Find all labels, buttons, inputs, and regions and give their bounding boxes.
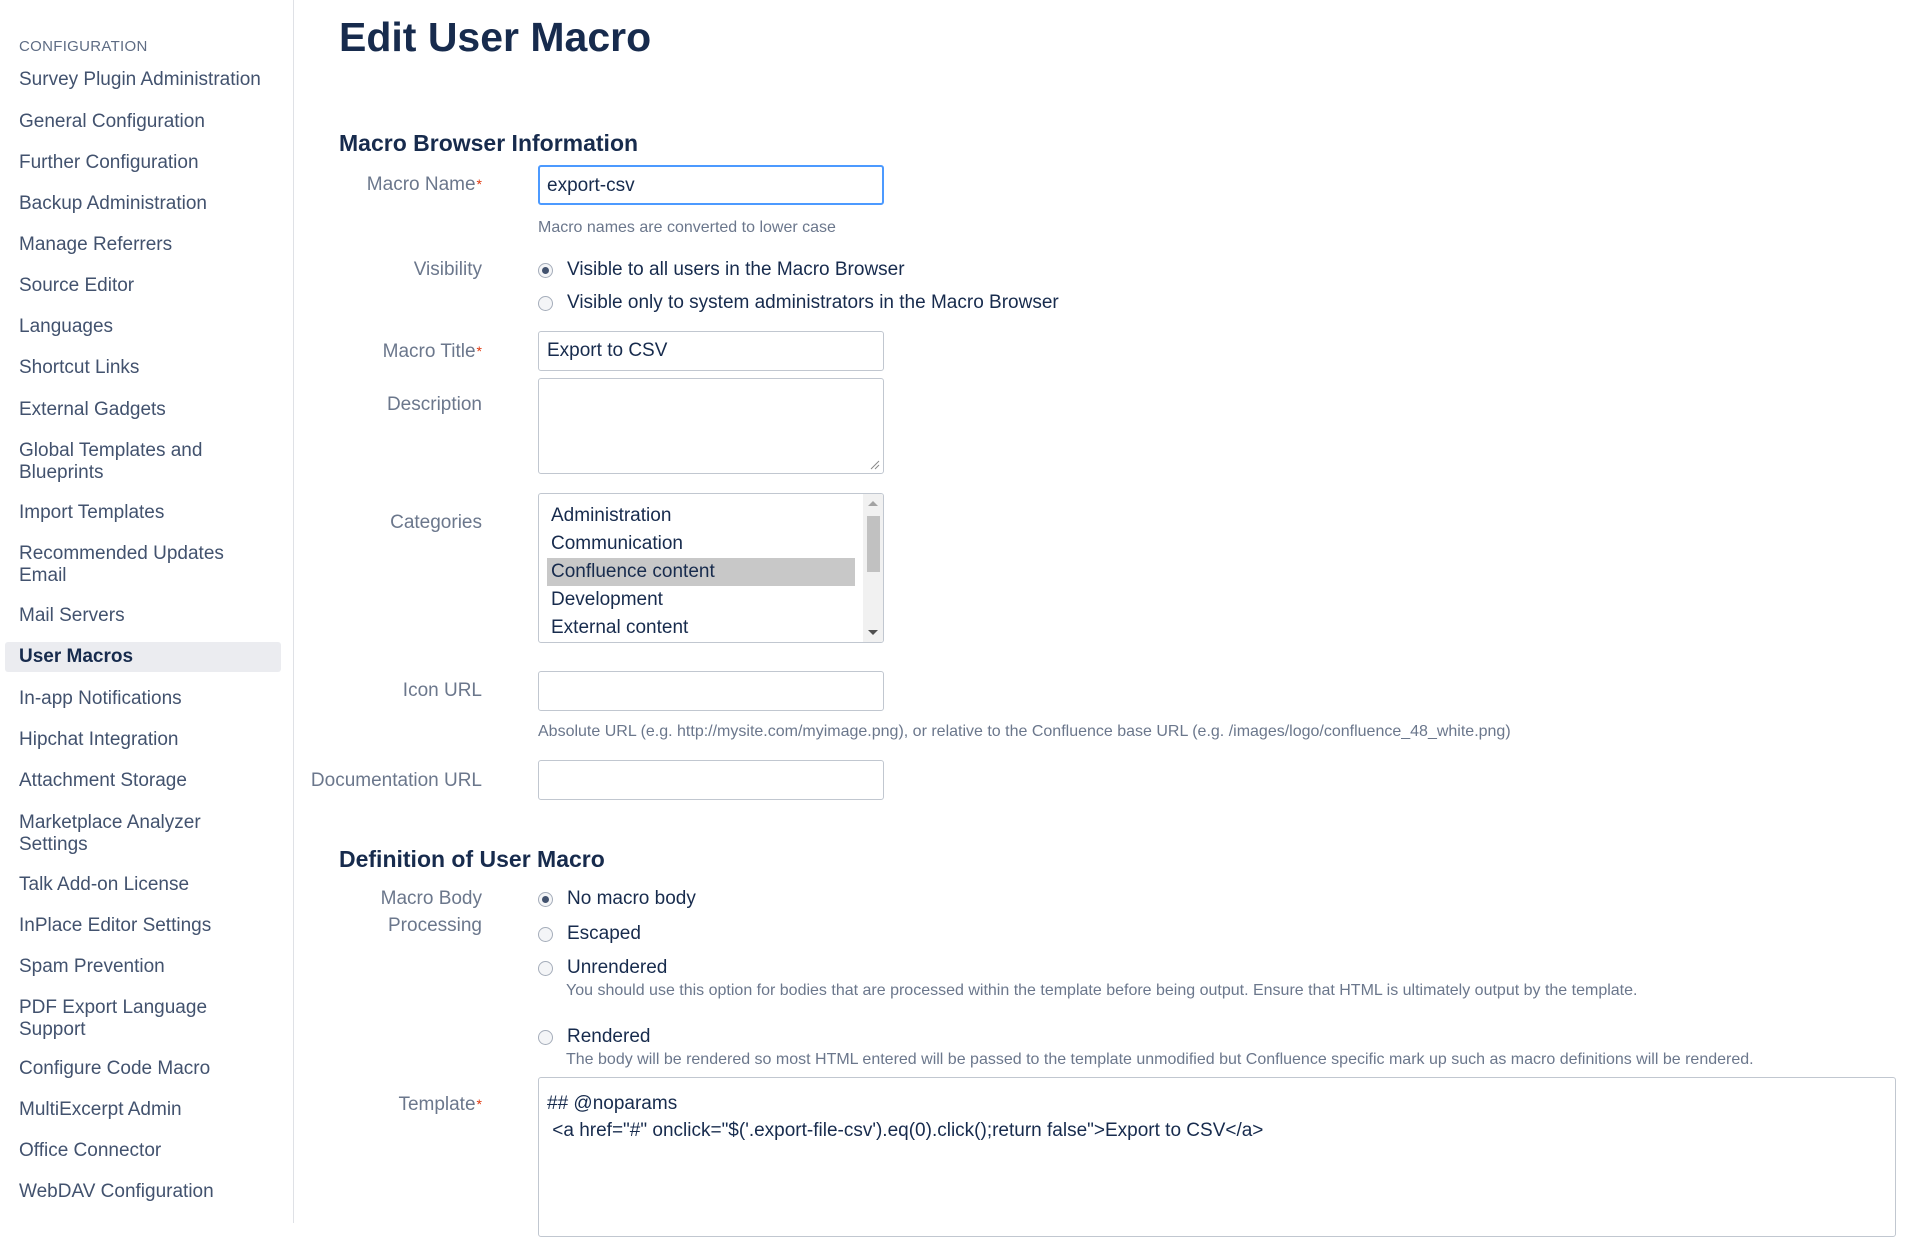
sidebar-item-inplace-editor-settings[interactable]: InPlace Editor Settings bbox=[19, 915, 212, 936]
macro-name-input[interactable]: export-csv bbox=[538, 165, 884, 205]
sidebar-item-source-editor[interactable]: Source Editor bbox=[19, 275, 135, 296]
sidebar-item-user-macros[interactable]: User Macros bbox=[5, 642, 281, 672]
sidebar-item-external-gadgets[interactable]: External Gadgets bbox=[19, 399, 166, 420]
sidebar-item-recommended-updates-email[interactable]: Recommended Updates Email bbox=[19, 543, 224, 586]
categories-label: Categories bbox=[390, 512, 482, 533]
scroll-down-arrow-icon[interactable] bbox=[868, 630, 878, 635]
documentation-url-input[interactable] bbox=[538, 760, 884, 800]
sidebar-item-configure-code-macro[interactable]: Configure Code Macro bbox=[19, 1058, 211, 1079]
sidebar-item-global-templates-and-blueprints[interactable]: Global Templates and Blueprints bbox=[19, 440, 203, 483]
visibility-option-all[interactable]: Visible to all users in the Macro Browser bbox=[538, 257, 905, 283]
sidebar-heading: CONFIGURATION bbox=[19, 38, 148, 55]
visibility-label: Visibility bbox=[413, 259, 482, 280]
sidebar-item-hipchat-integration[interactable]: Hipchat Integration bbox=[19, 729, 179, 750]
body-option-unrendered[interactable]: Unrendered bbox=[538, 955, 667, 981]
sidebar-item-general-configuration[interactable]: General Configuration bbox=[19, 111, 205, 132]
sidebar-item-spam-prevention[interactable]: Spam Prevention bbox=[19, 956, 165, 977]
sidebar-item-multiexcerpt-admin[interactable]: MultiExcerpt Admin bbox=[19, 1099, 182, 1120]
documentation-url-label: Documentation URL bbox=[310, 770, 482, 791]
sidebar-item-further-configuration[interactable]: Further Configuration bbox=[19, 152, 199, 173]
description-label: Description bbox=[386, 394, 482, 415]
body-option-rendered[interactable]: Rendered bbox=[538, 1024, 650, 1050]
body-option-no-macro-body[interactable]: No macro body bbox=[538, 886, 696, 912]
description-textarea[interactable] bbox=[538, 378, 884, 474]
template-line: ## @noparams bbox=[547, 1093, 678, 1114]
section-title-macro-browser: Macro Browser Information bbox=[339, 130, 639, 156]
icon-url-help: Absolute URL (e.g. http://mysite.com/myimage.png), or relative to the Confluence base URL (e.g. /images/logo/confluence_48_white.png) bbox=[538, 723, 1511, 740]
admin-sidebar bbox=[0, 0, 294, 1223]
sidebar-item-survey-plugin-administration[interactable]: Survey Plugin Administration bbox=[19, 69, 261, 90]
sidebar-item-office-connector[interactable]: Office Connector bbox=[19, 1140, 162, 1161]
sidebar-item-mail-servers[interactable]: Mail Servers bbox=[19, 605, 125, 626]
sidebar-item-manage-referrers[interactable]: Manage Referrers bbox=[19, 234, 173, 255]
body-option-escaped[interactable]: Escaped bbox=[538, 921, 641, 947]
radio-button[interactable] bbox=[538, 1030, 553, 1045]
category-option[interactable]: Confluence content bbox=[547, 558, 855, 586]
macro-name-label: Macro Name* bbox=[366, 174, 482, 195]
macro-body-processing-label: Macro Body Processing bbox=[380, 888, 482, 936]
template-label: Template* bbox=[398, 1094, 482, 1115]
sidebar-item-attachment-storage[interactable]: Attachment Storage bbox=[19, 770, 187, 791]
page-title: Edit User Macro bbox=[339, 14, 652, 60]
category-option[interactable]: Administration bbox=[551, 505, 672, 526]
sidebar-item-webdav-configuration[interactable]: WebDAV Configuration bbox=[19, 1181, 214, 1202]
scroll-thumb[interactable] bbox=[867, 516, 880, 572]
radio-button-selected[interactable] bbox=[538, 263, 553, 278]
sidebar-item-talk-add-on-license[interactable]: Talk Add-on License bbox=[19, 874, 190, 895]
radio-button[interactable] bbox=[538, 296, 553, 311]
section-title-definition: Definition of User Macro bbox=[339, 846, 605, 872]
category-option[interactable]: Communication bbox=[551, 533, 683, 554]
required-marker: * bbox=[476, 1096, 482, 1112]
sidebar-item-pdf-export-language-support[interactable]: PDF Export Language Support bbox=[19, 997, 208, 1040]
sidebar-item-backup-administration[interactable]: Backup Administration bbox=[19, 193, 207, 214]
macro-name-help: Macro names are converted to lower case bbox=[538, 219, 836, 236]
category-option[interactable]: External content bbox=[551, 617, 689, 638]
radio-button[interactable] bbox=[538, 927, 553, 942]
template-editor[interactable] bbox=[538, 1077, 1896, 1237]
radio-button-selected[interactable] bbox=[538, 892, 553, 907]
macro-title-label: Macro Title* bbox=[382, 341, 482, 362]
listbox-scrollbar[interactable] bbox=[863, 494, 883, 642]
visibility-option-admins[interactable]: Visible only to system administrators in the Macro Browser bbox=[538, 290, 1059, 316]
category-option[interactable]: Development bbox=[551, 589, 663, 610]
sidebar-item-shortcut-links[interactable]: Shortcut Links bbox=[19, 357, 140, 378]
icon-url-input[interactable] bbox=[538, 671, 884, 711]
icon-url-label: Icon URL bbox=[402, 680, 482, 701]
template-line: <a href="#" onclick="$('.export-file-csv').eq(0).click();return false">Export to CSV</a> bbox=[547, 1120, 1264, 1141]
sidebar-item-in-app-notifications[interactable]: In-app Notifications bbox=[19, 688, 182, 709]
categories-listbox[interactable] bbox=[538, 493, 884, 643]
scroll-up-arrow-icon[interactable] bbox=[868, 501, 878, 506]
sidebar-item-languages[interactable]: Languages bbox=[19, 316, 114, 337]
unrendered-help: You should use this option for bodies that are processed within the template before being output. Ensure that HTML is ultimately output by the template. bbox=[566, 982, 1638, 999]
required-marker: * bbox=[476, 176, 482, 192]
resize-handle-icon[interactable] bbox=[870, 460, 880, 470]
radio-button[interactable] bbox=[538, 961, 553, 976]
macro-title-input[interactable]: Export to CSV bbox=[538, 331, 884, 371]
rendered-help: The body will be rendered so most HTML entered will be passed to the template unmodified but Confluence specific mark up such as macro definitions will be rendered. bbox=[566, 1051, 1754, 1068]
main-content bbox=[310, 0, 1910, 1223]
sidebar-item-marketplace-analyzer-settings[interactable]: Marketplace Analyzer Settings bbox=[19, 812, 201, 855]
sidebar-item-import-templates[interactable]: Import Templates bbox=[19, 502, 165, 523]
required-marker: * bbox=[476, 343, 482, 359]
